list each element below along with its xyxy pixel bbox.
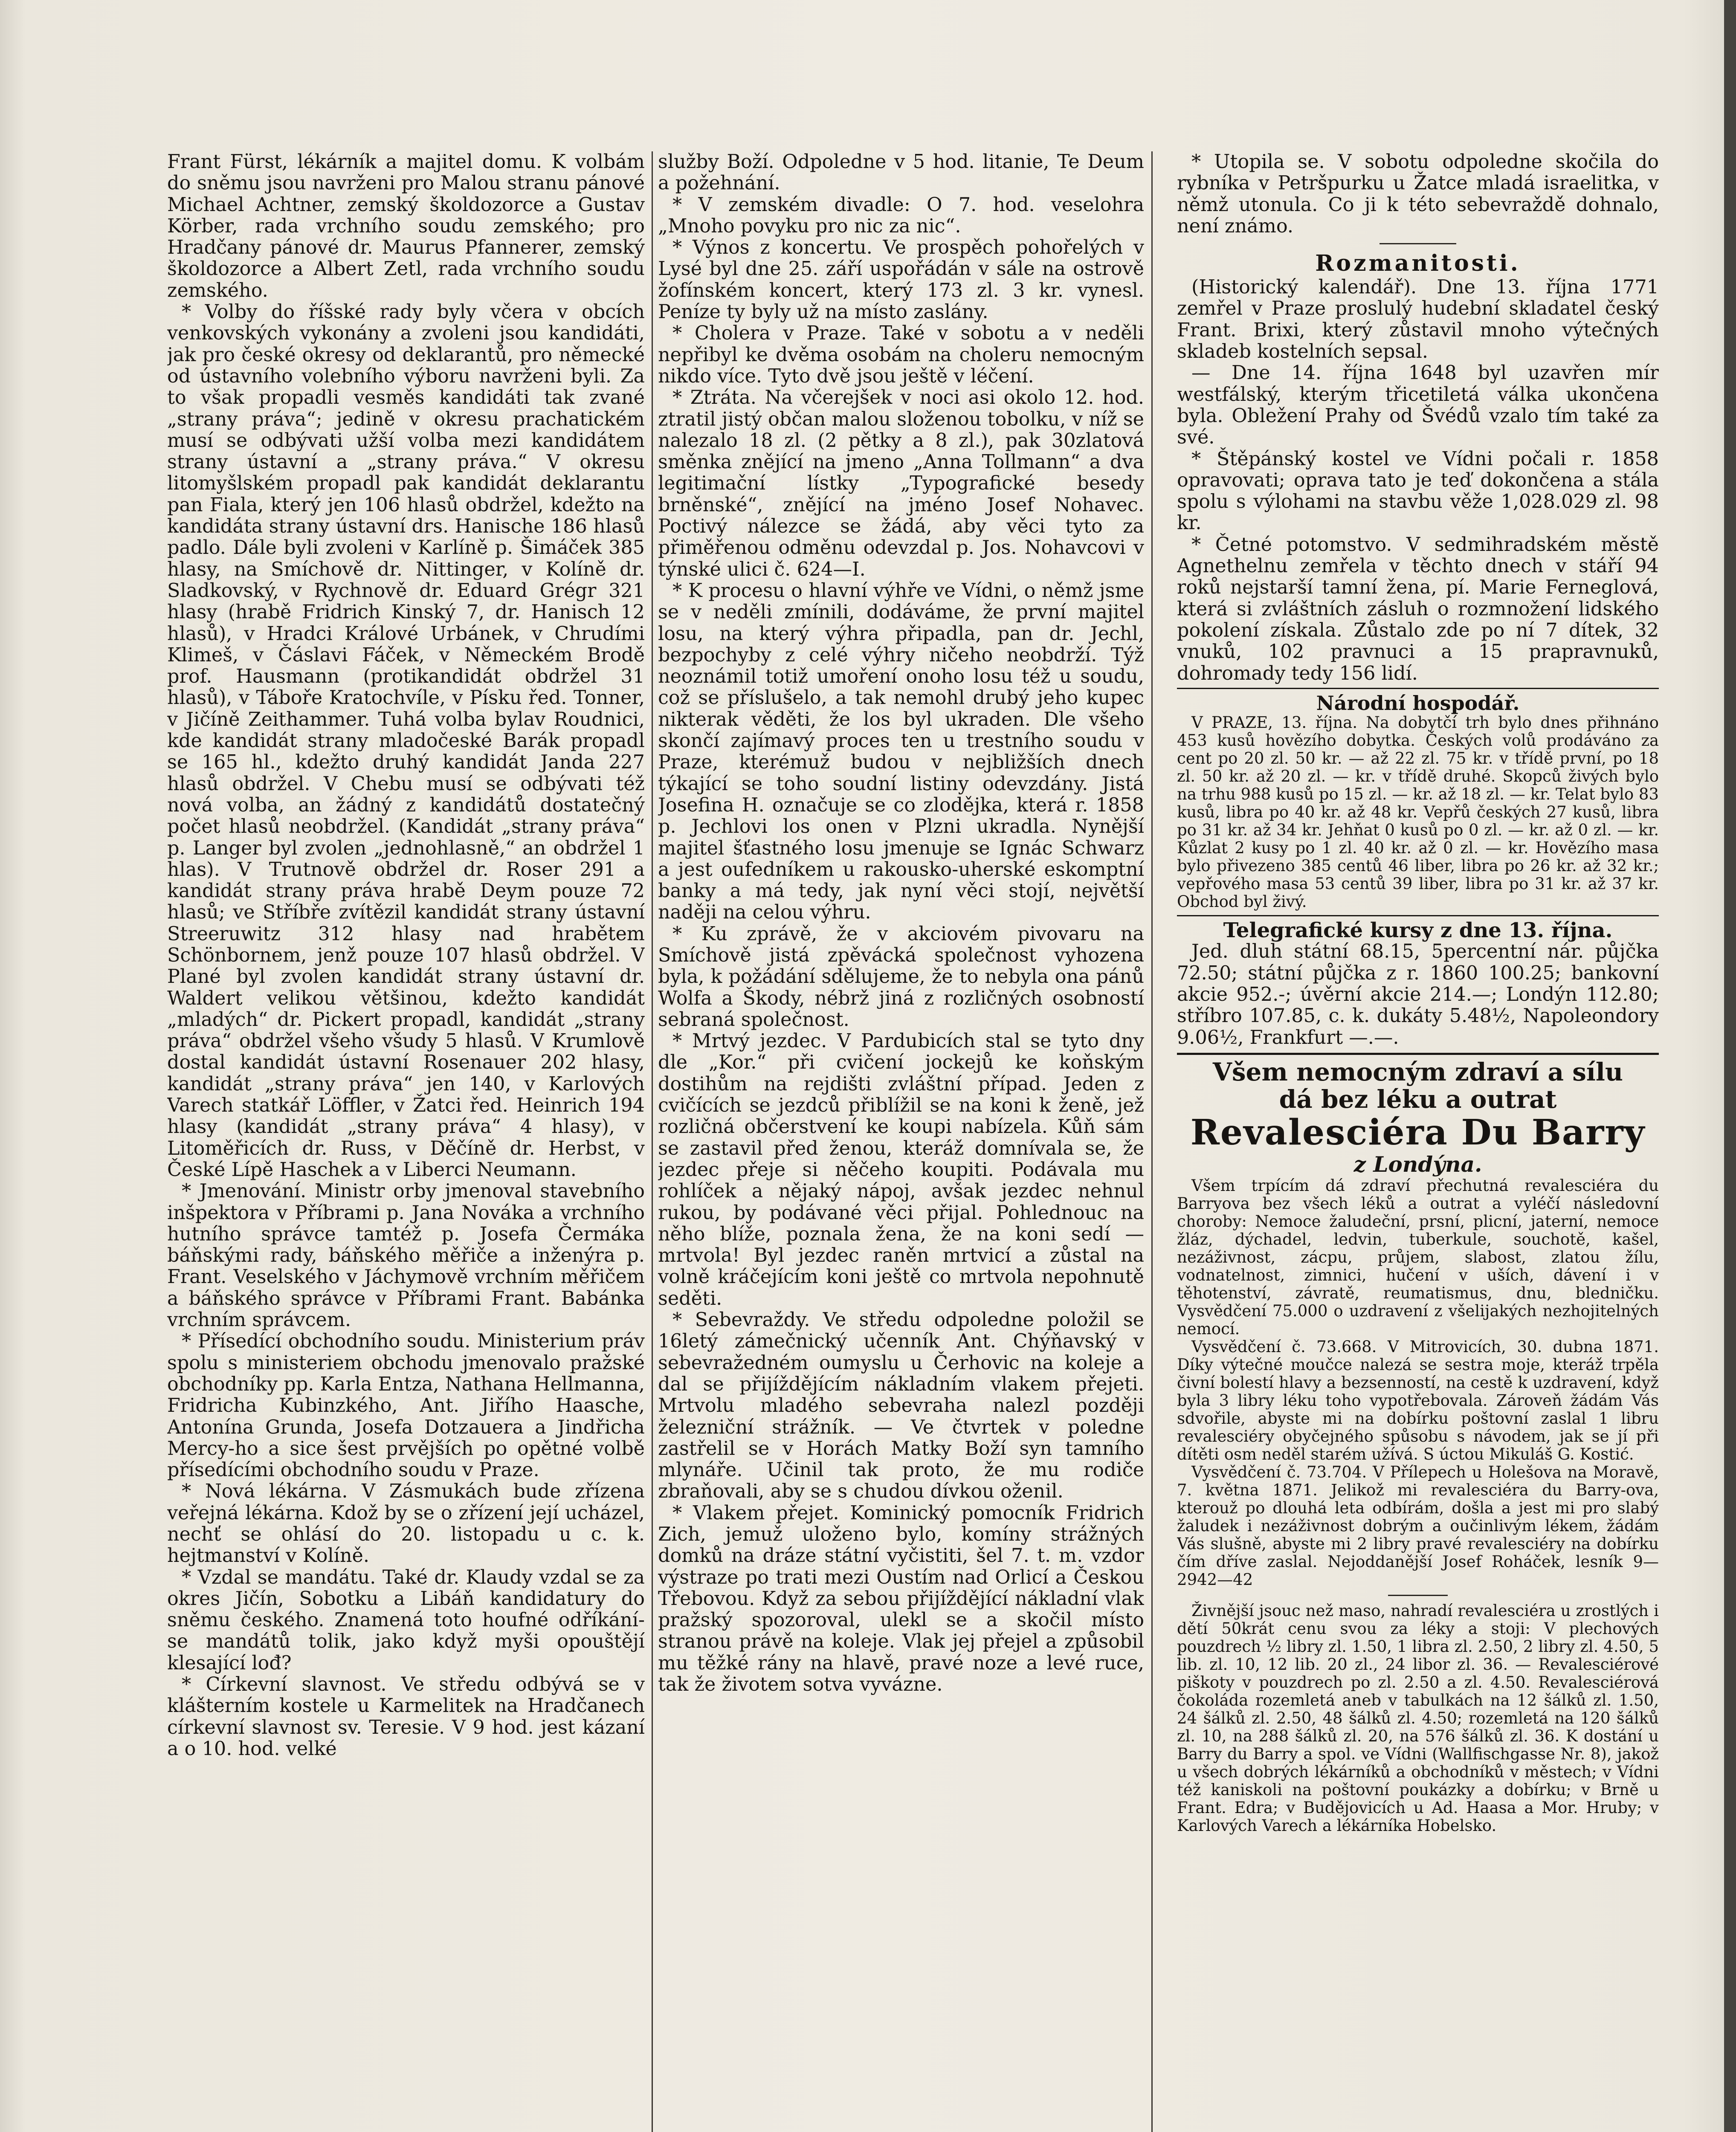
article-paragraph: * Vzdal se mandátu. Také dr. Klaudy vzdal se za okres Jičín, Sobotku a Libáň kandidatury do sněmu českého. Znamená toto houfné odříkání-se mandátů tolik, jako když myši opouštějí klesající lođ? [167, 1566, 645, 1674]
section-separator [1380, 243, 1456, 244]
section-separator [1388, 1595, 1448, 1596]
article-paragraph: * Církevní slavnost. Ve středu odbývá se v klášterním kostele u Karmelitek na Hradčanech církevní slavnost sv. Teresie. V 9 hod. jest kázaní a o 10. hod. velké [167, 1674, 645, 1760]
article-paragraph: * Četné potomstvo. V sedmihradském městě Agnethelnu zemřela v těchto dnech v stáří 94 roků nejstarší tamní žena, pí. Marie Ferneglová, která si zvláštních zásluh o rozmnožení lidského pokolení získala. Zůstalo zde po ní 7 dítek, 32 vnuků, 102 pravnuci a 15 prapravnuků, dohromady tedy 156 lidí. [1177, 533, 1659, 684]
market-report: V PRAZE, 13. října. Na dobytčí trh bylo dnes přihnáno 453 kusů hovězího dobytka. Českých volů prodáváno za cent po 20 zl. 50 kr. — až 22 zl. 75 kr. v třídě první, po 18 zl. 50 kr. až 20 zl. — kr. v třídě druhé. Skopců živých bylo na trhu 988 kusů po 15 zl. — kr. až 18 zl. — kr. Telat bylo 83 kusů, libra po 40 kr. až 48 kr. Vepřů českých 27 kusů, libra po 31 kr. až 34 kr. Jehňat 0 kusů po 0 zl. — kr. až 0 zl. — kr. Kůzlat 2 kusy po 1 zl. 40 kr. až 0 zl. — kr. Hovězího masa bylo přivezeno 385 centů 46 liber, libra po 26 kr. až 32 kr.; vepřového masa 53 centů 39 liber, libra po 31 kr. až 37 kr. Obchod byl živý. [1177, 713, 1659, 911]
exchange-rates: Jed. dluh státní 68.15, 5percentní nár. půjčka 72.50; státní půjčka z r. 1860 100.25; bankovní akcie 952.-; úvěrní akcie 214.—; Londýn 112.80; stříbro 107.85, c. k. dukáty 5.48½, Napoleondory 9.06½, Frankfurt —.—. [1177, 941, 1659, 1049]
article-paragraph: * Volby do říšské rady byly včera v obcích venkovských vykonány a zvoleni jsou kandidáti, jak pro české okresy od deklarantů, pro německé od ústavního volebního výboru navrženi byli. Za to však propadli vesměs kandidáti tak zvané „strany práva“; jedině v okresu prachatickém musí se odbývati užší volba mezi kandidátem strany ústavní a „strany práva.“ V okresu litomyšlském propadl pak kandidát deklarantu pan Fiala, který jen 106 hlasů obdržel, kdežto na kandidáta strany ústavní drs. Hanische 186 hlasů padlo. Dále byli zvoleni v Karlíně p. Šimáček 385 hlasy, na Smíchově dr. Nittinger, v Kolíně dr. Sladkovský, v Rychnově dr. Eduard Grégr 321 hlasy (hrabě Fridrich Kinský 7, dr. Hanisch 12 hlasů), v Hradci Králové Urbánek, v Chrudími Klimeš, v Čáslavi Fáček, v Německém Brodě prof. Hausmann (protikandidát obdržel 31 hlasů), v Táboře Kratochvíle, v Písku řed. Tonner, v Jičíně Zeithammer. Tuhá volba bylav Roudnici, kde kandidát strany mladočeské Barák propadl se 165 hl., kdežto druhý kandidát Janda 227 hlasů obdržel. V Chebu musí se odbývati též nová volba, an žádný z kandidátů dostatečný počet hlasů neobdržel. (Kandidát „strany práva“ p. Langer byl zvolen „jednohlasně,“ an obdržel 1 hlas). V Trutnově obdržel dr. Roser 291 a kandidát strany práva hrabě Deym pouze 72 hlasů; ve Stříbře zvítězil kandidát strany ústavní Streeruwitz 312 hlasy nad hrabětem Schönbornem, jenž pouze 107 hlasů obdržel. V Plané byl zvolen kandidát strany ústavní dr. Waldert velikou většinou, kdežto kandidát „mladých“ dr. Pickert propadl, kandidát „strany práva“ obdržel všeho všudy 5 hlasů. V Krumlově dostal kandidát ústavní Rosenauer 202 hlasy, kandidát „strany práva“ jen 140, v Karlových Varech statkář Löffler, v Žatci řed. Heinrich 194 hlasy (kandidát „strany práva“ 4 hlasy), v Litoměřicích dr. Russ, v Děčíně dr. Herbst, v České Lípě Haschek a v Liberci Neumann. [167, 301, 645, 1181]
article-paragraph: * Ku zprávě, že v akciovém pivovaru na Smíchově jistá zpěvácká společnost vyhozena byla, k požádání sdělujeme, že to nebyla ona pánů Wolfa a Škody, nébrž jiná z rozličných osobností sebraná společnost. [658, 923, 1144, 1031]
advert-city: z Londýna. [1353, 1151, 1482, 1177]
column-3 [1177, 151, 1659, 2132]
column-divider [1151, 151, 1153, 2132]
advert-top-rule [1177, 1053, 1659, 1055]
section-rule [1177, 915, 1659, 916]
article-paragraph: * Štěpánský kostel ve Vídni počali r. 1858 opravovati; oprava tato je teď dokončena a stála spolu s výlohami na stavbu věže 1,028.029 zl. 98 kr. [1177, 448, 1659, 534]
advert-headline-2: dá bez léku a outrat [1279, 1084, 1557, 1114]
article-paragraph: * Sebevraždy. Ve středu odpoledne položil se 16letý zámečnický učenník Ant. Chýňavský v sebevražedném oumyslu u Čerhovic na koleje a dal se přijíždějícím nákladním vlakem přejeti. Mrtvolu mladého sebevraha nalezl později železniční strážník. — Ve čtvrtek v poledne zastřelil se v Horách Matky Boží syn tamního mlynáře. Učinil tak proto, že mu rodiče zbraňovali, aby se s chudou dívkou oženil. [658, 1309, 1144, 1503]
article-paragraph: * Mrtvý jezdec. V Pardubicích stal se tyto dny dle „Kor.“ při cvičení jockejů ke koňským dostihům na rejdišti zvláštní případ. Jeden z cvičících se jezdců přiblížil se na koni k ženě, jež rozličná občerstvení ke koupi nabízela. Kůň sám se zastavil před ženou, kteráž domnívala se, že jezdec přeje si něčeho koupiti. Podávala mu rohlíček a nějaký nápoj, avšak jezdec nehnul rukou, by podávané věci přijal. Pohlednouc na něho blíže, poznala žena, že na koni sedí — mrtvola! Byl jezdec raněn mrtvicí a zůstal na volně kráčejícím koni ještě co mrtvola nepohnutě seděti. [658, 1030, 1144, 1309]
advert-prices: Živnější jsouc než maso, nahradí revalesciéra u zrostlých i dětí 50krát cenu svou za léky a stoji: V plechových pouzdrech ½ libry zl. 1.50, 1 libra zl. 2.50, 2 libry zl. 4.50, 5 lib. zl. 10, 12 lib. 20 zl., 24 libor zl. 36. — Revalesciérové piškoty v pouzdrech po zl. 2.50 a zl. 4.50. Revalesciérová čokoláda rozemletá aneb v tabulkách na 12 šálků zl. 1.50, 24 šálků zl. 2.50, 48 šálků zl. 4.50; rozemletá na 120 šálků zl. 10, na 288 šálků zl. 20, na 576 šálků zl. 36. K dostání u Barry du Barry a spol. ve Vídni (Wallfischgasse Nr. 8), jakož u všech dobrých lékárníků a obchodníků v městech; v Vídni též kaniskoli na poštovní poukázky a dobírku; v Brně u Frant. Edra; v Budějovicích u Ad. Haasa a Mor. Hruby; v Karlových Varech a lékárníka Hobelsko. [1177, 1601, 1659, 1835]
section-rule [1177, 688, 1659, 689]
column-2 [658, 151, 1144, 2132]
advert-testimonial: Vysvědčení č. 73.668. V Mitrovicích, 30. dubna 1871. Díky výtečné moučce nalezá se sestra moje, kteráž trpěla čivní bolestí hlavy a bezsenností, na cestě k uzdravení, když byla 3 libry léku toho vypotřebovala. Zároveň žádám Vás sdvořile, abyste mi na dobírku poštovní zaslal 1 libru revalesciéry obyčejného spůsobu s návodem, jak se jí při dítěti osm neděl starém užívá. S úctou Mikuláš G. Kostić. [1177, 1337, 1659, 1463]
article-paragraph: * Jmenování. Ministr orby jmenoval stavebního inšpektora v Příbrami p. Jana Nováka a vrchního hutního správce tamtéž p. Josefa Čermáka báňskými rady, báňského měřiče a inženýra p. Frant. Veselského v Jáchymově vrchním měřičem a báňského správce v Příbrami Frant. Babánka vrchním správcem. [167, 1180, 645, 1331]
column-1 [167, 151, 645, 2132]
article-paragraph: * Nová lékárna. V Zásmukách bude zřízena veřejná lékárna. Kdož by se o zřízení její ucházel, nechť se ohlásí do 20. listopadu u c. k. hejtmanství v Kolíně. [167, 1480, 645, 1567]
section-title-narodni-hospodar: Národní hospodář. [1316, 691, 1520, 715]
article-paragraph: — Dne 14. října 1648 byl uzavřen mír westfálský, kterým třicetiletá válka ukončena byla. Obležení Prahy od Švédů vzalo tím také za své. [1177, 362, 1659, 449]
section-title-rozmanitosti: Rozmanitosti. [1315, 250, 1521, 277]
section-title-telegraf: Telegrafické kursy z dne 13. října. [1223, 918, 1613, 943]
advert-brand: Revalesciéra Du Barry [1190, 1112, 1646, 1153]
article-paragraph: (Historický kalendář). Dne 13. října 1771 zemřel v Praze proslulý hudební skladatel český Frant. Brixi, který zůstavil mnoho výtečných skladeb kostelních sepsal. [1177, 276, 1659, 363]
article-paragraph: * Výnos z koncertu. Ve prospěch pohořelých v Lysé byl dne 25. září uspořádán v sále na ostrově žofínském koncert, který 173 zl. 3 kr. vynesl. Peníze ty byly už na místo zaslány. [658, 237, 1144, 323]
article-paragraph: * K procesu o hlavní výhře ve Vídni, o němž jsme se v neděli zmínili, dodáváme, že první majitel losu, na který výhra připadla, pan dr. Jechl, bezpochyby z celé výhry ničeho neobdrží. Týž neoznámil totiž umoření onoho losu též u soudu, což se příslušelo, a tak nemohl drubý jeho kupec nikterak věděti, že los byl ukraden. Dle všeho skončí zajímavý proces ten u trestního soudu v Praze, kterémuž budou v nejbližších dnech týkající se toho soudní listiny odevzdány. Jistá Josefina H. označuje se co zlodějka, která r. 1858 p. Jechlovi los onen v Plzni ukradla. Nynější majitel šťastného losu jmenuje se Ignác Schwarz a jest oufedníkem u rakousko-uherské eskomptní banky a má tedy, jak nyní věci stojí, největší naději na celou výhru. [658, 579, 1144, 924]
advert-testimonial: Vysvědčení č. 73.704. V Přílepech u Holešova na Moravě, 7. května 1871. Jelikož mi revalesciéra du Barry-ova, kterouž po dlouhá leta odbírám, došla a jest mi pro slabý žaludek i nezáživnost dobrým a oučinlivým lékem, žádám Vás slušně, abyste mi 2 libry pravé revalesciéry na dobírku čím dříve zaslal. Nejoddanější Josef Roháček, lesník 9—2942—42 [1177, 1463, 1659, 1589]
column-divider [652, 151, 653, 2132]
scan-edge [1724, 0, 1736, 2132]
advert-headline: Všem nemocným zdraví a sílu [1212, 1057, 1623, 1086]
article-paragraph: * Cholera v Praze. Také v sobotu a v neděli nepřibyl ke dvěma osobám na choleru nemocným nikdo více. Tyto dvě jsou ještě v léčení. [658, 322, 1144, 387]
article-paragraph: Frant Fürst, lékárník a majitel domu. K volbám do sněmu jsou navrženi pro Malou stranu pánové Michael Achtner, zemský školdozorce a Gustav Körber, rada vrchního soudu zemského; pro Hradčany pánové dr. Maurus Pfannerer, zemský školdozorce a Albert Zetl, rada vrchního soudu zemského. [167, 151, 645, 301]
article-paragraph: * Utopila se. V sobotu odpoledne skočila do rybníka v Petršpurku u Žatce mladá israelitka, v němž utonula. Co ji k této sebevraždě dohnalo, není známo. [1177, 151, 1659, 237]
article-paragraph: služby Boží. Odpoledne v 5 hod. litanie, Te Deum a požehnání. [658, 151, 1144, 194]
article-paragraph: * Přísedící obchodního soudu. Ministerium práv spolu s ministeriem obchodu jmenovalo pražské obchodníky pp. Karla Entza, Nathana Hellmanna, Fridricha Kubinzkého, Ant. Jiřího Haasche, Antonína Grunda, Josefa Dotzauera a Jindřicha Mercy-ho a sice šest prvějších po opětné volbě přísedícími obchodního soudu v Praze. [167, 1330, 645, 1481]
article-paragraph: * V zemském divadle: O 7. hod. veselohra „Mnoho povyku pro nic za nic“. [658, 194, 1144, 237]
article-paragraph: * Ztráta. Na včerejšek v noci asi okolo 12. hod. ztratil jistý občan malou složenou tobolku, v níž se nalezalo 18 zl. (2 pětky a 8 zl.), pak 30zlatová směnka znějící na jmeno „Anna Tollmann“ a dva legitimační lístky „Typografické besedy brněnské“, znějící na jméno Josef Nohavec. Poctivý nálezce se žádá, aby věci tyto za přiměřenou odměnu odevzdal p. Jos. Nohavcovi v týnské ulici č. 624—I. [658, 387, 1144, 580]
article-paragraph: * Vlakem přejet. Kominický pomocník Fridrich Zich, jemuž uloženo bylo, komíny strážných domků na dráze státní vyčistiti, šel 7. t. m. vzdor výstraze po trati mezi Oustím nad Orlicí a Českou Třebovou. Když za sebou přijíždějící nákladní vlak pražský spozoroval, ulekl se a skočil místo stranou právě na koleje. Vlak jej přejel a způsobil mu těžké rány na hlavě, pravé noze a levé ruce, tak že životem sotva vyvázne. [658, 1502, 1144, 1696]
advert-body: Všem trpícím dá zdraví přechutná revalesciéra du Barryova bez všech léků a outrat a vyléčí následovní choroby: Nemoce žaludeční, prsní, plicní, jaterní, nemoce žláz, dýchadel, ledvin, tuberkule, souchotě, kašel, nezáživnost, zácpu, průjem, slabost, zlatou žílu, vodnatelnost, zimnici, hučení v uších, dávení i v těhotenství, závratě, reumatismus, dnu, bledničku. Vysvědčení 75.000 o uzdravení z všelijakých nezhojitelných nemocí. [1177, 1176, 1659, 1338]
